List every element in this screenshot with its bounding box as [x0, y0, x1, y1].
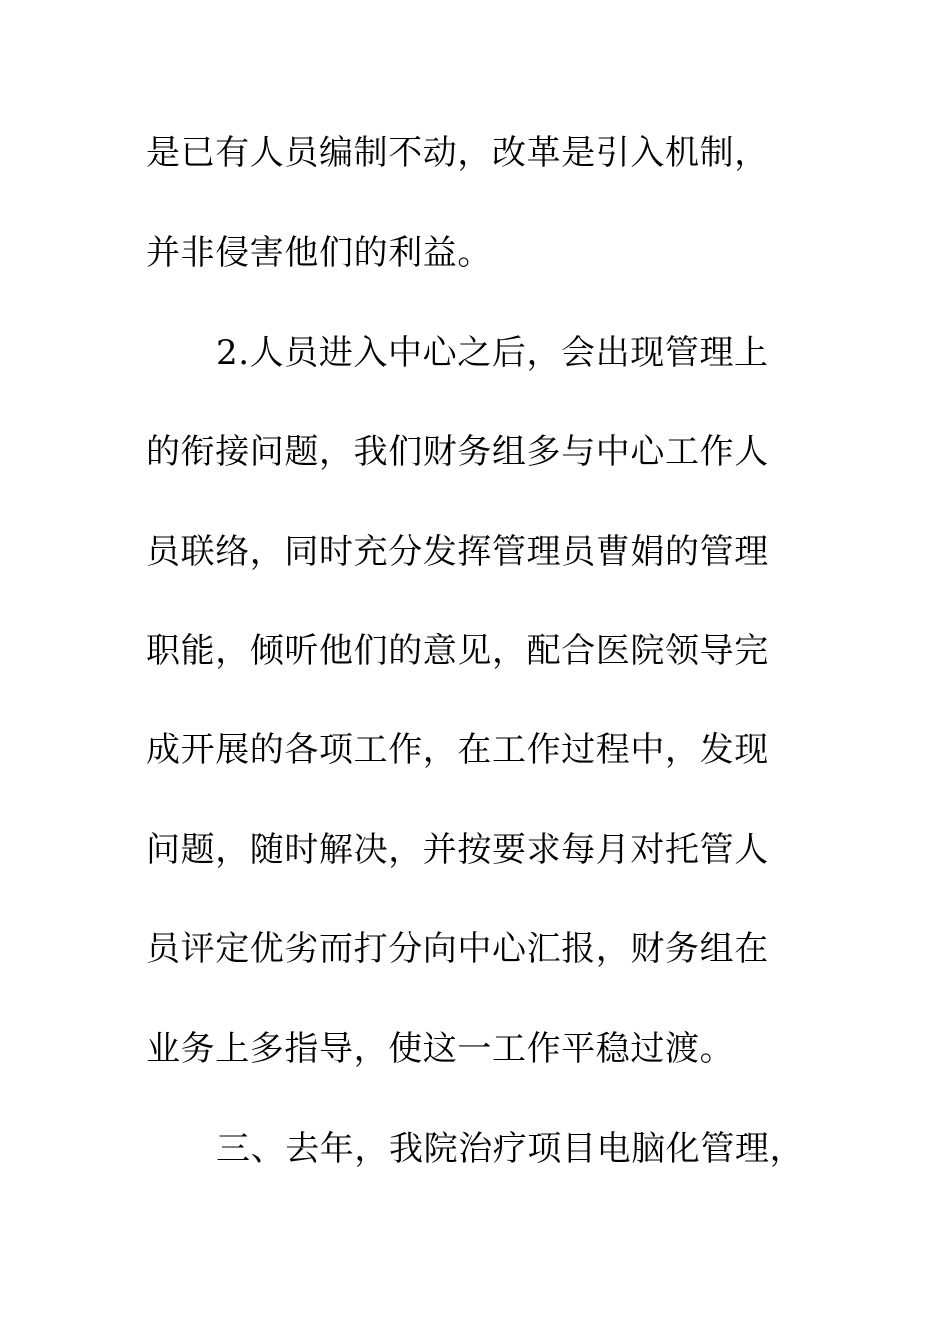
paragraph-line: 问题，随时解决，并按要求每月对托管人	[146, 830, 769, 870]
paragraph-line: 是已有人员编制不动，改革是引入机制，	[146, 133, 769, 173]
paragraph-line: 成开展的各项工作，在工作过程中，发现	[146, 730, 769, 770]
paragraph-line: 2.人员进入中心之后，会出现管理上	[216, 333, 769, 373]
paragraph-line: 员联络，同时充分发挥管理员曹娟的管理	[146, 532, 769, 572]
paragraph-line: 员评定优劣而打分向中心汇报，财务组在	[146, 929, 769, 969]
paragraph-line: 的衔接问题，我们财务组多与中心工作人	[146, 432, 769, 472]
paragraph-line: 三、去年，我院治疗项目电脑化管理，	[216, 1129, 805, 1169]
paragraph-line: 职能，倾听他们的意见，配合医院领导完	[146, 631, 769, 671]
paragraph-line: 业务上多指导，使这一工作平稳过渡。	[146, 1029, 735, 1069]
paragraph-line: 并非侵害他们的利益。	[146, 233, 492, 273]
